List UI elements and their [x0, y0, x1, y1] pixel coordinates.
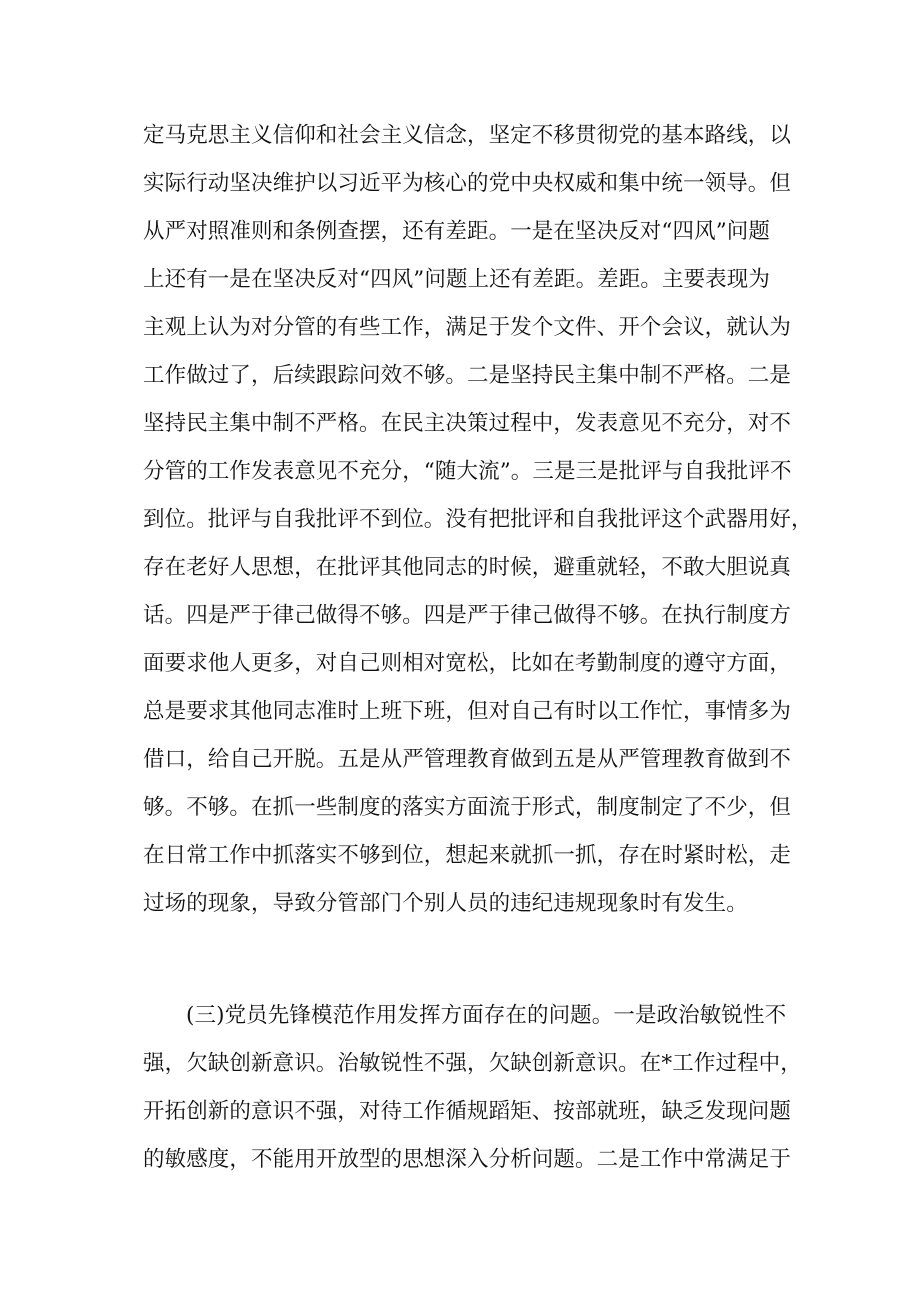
- text-line: (三)党员先锋模范作用发挥方面存在的问题。一是政治敏锐性不: [186, 1003, 787, 1028]
- text-line: 强，欠缺创新意识。治敏锐性不强，欠缺创新意识。在*工作过程中，: [143, 1051, 802, 1076]
- text-line: 主观上认为对分管的有些工作，满足于发个文件、开个会议，就认为: [143, 315, 792, 340]
- text-line: 话。四是严于律己做得不够。四是严于律己做得不够。在执行制度方: [143, 603, 792, 628]
- text-line: 实际行动坚决维护以习近平为核心的党中央权威和集中统一领导。但: [143, 171, 792, 196]
- text-line: 的敏感度，不能用开放型的思想深入分析问题。二是工作中常满足于: [143, 1147, 792, 1172]
- text-line: 借口，给自己开脱。五是从严管理教育做到五是从严管理教育做到不: [143, 747, 792, 772]
- text-line: 面要求他人更多，对自己则相对宽松，比如在考勤制度的遵守方面，: [143, 651, 792, 676]
- text-line: 过场的现象，导致分管部门个别人员的违纪违规现象时有发生。: [143, 891, 748, 916]
- text-line: 总是要求其他同志准时上班下班，但对自己有时以工作忙，事情多为: [143, 699, 792, 724]
- text-line: 在日常工作中抓落实不够到位，想起来就抓一抓，存在时紧时松，走: [143, 843, 792, 868]
- text-line: 存在老好人思想，在批评其他同志的时候，避重就轻，不敢大胆说真: [143, 555, 792, 580]
- text-line: 开拓创新的意识不强，对待工作循规蹈矩、按部就班，缺乏发现问题: [143, 1099, 792, 1124]
- text-line: 从严对照准则和条例查摆，还有差距。一是在坚决反对“四风”问题: [143, 219, 770, 244]
- text-line: 工作做过了，后续跟踪问效不够。二是坚持民主集中制不严格。二是: [143, 363, 792, 388]
- text-line: 上还有一是在坚决反对“四风”问题上还有差距。差距。主要表现为: [143, 267, 770, 292]
- text-line: 够。不够。在抓一些制度的落实方面流于形式，制度制定了不少，但: [143, 795, 792, 820]
- text-line: 到位。批评与自我批评不到位。没有把批评和自我批评这个武器用好，: [143, 507, 813, 532]
- text-line: 坚持民主集中制不严格。在民主决策过程中，发表意见不充分，对不: [143, 411, 792, 436]
- text-line: 定马克思主义信仰和社会主义信念，坚定不移贯彻党的基本路线，以: [143, 123, 792, 148]
- text-line: 分管的工作发表意见不充分，“随大流”。三是三是批评与自我批评不: [143, 459, 792, 484]
